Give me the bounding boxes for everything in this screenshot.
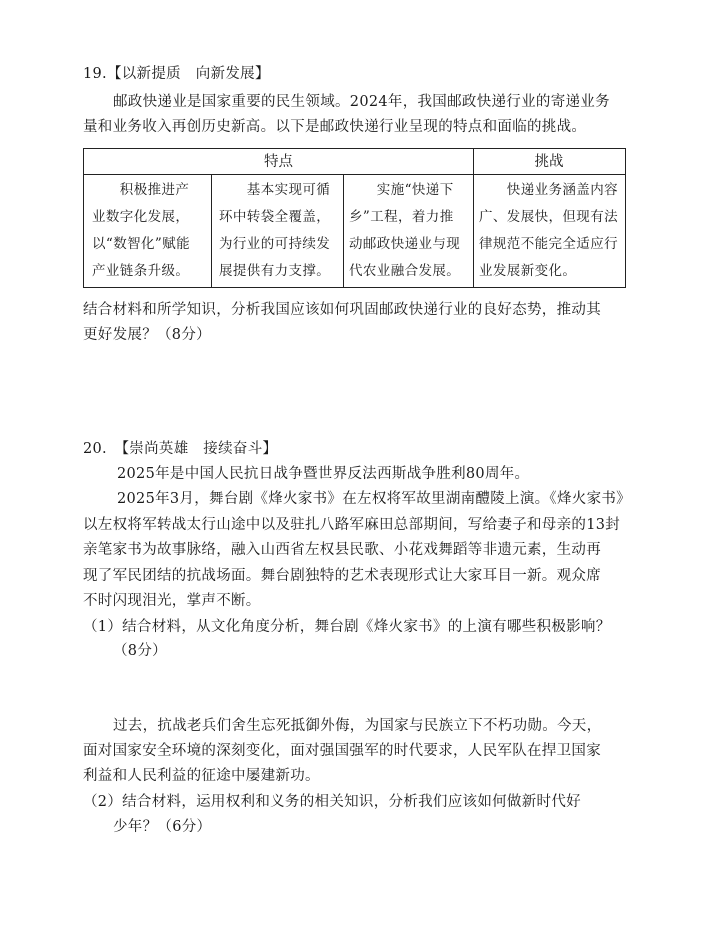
q20-p1: 2025年是中国人民抗日战争暨世界反法西斯战争胜利80周年。	[117, 466, 530, 482]
table-cell-feature-3: 实施“快递下 乡”工程，着力推 动邮政快递业与现 代农业融合发展。	[349, 182, 461, 279]
q20-p2-line1: 2025年3月，舞台剧《烽火家书》在左权将军故里湖南醴陵上演。《烽火家书》	[117, 491, 631, 507]
q20-sub2-line1: （2）结合材料，运用权利和义务的相关知识，分析我们应该如何做新时代好	[83, 794, 581, 810]
q20-p3-line3: 利益和人民利益的征途中屡建新功。	[83, 768, 320, 784]
q20-p2-line2: 以左权将军转战太行山途中以及驻扎八路军麻田总部期间，写给妻子和母亲的13封	[83, 517, 621, 533]
q19-heading: 19.【以新提质 向新发展】	[83, 66, 270, 82]
q20-heading: 20. 【崇尚英雄 接续奋斗】	[83, 441, 278, 457]
table-cell-feature-1: 积极推进产 业数字化发展， 以“数智化”赋能 产业链条升级。	[92, 182, 191, 279]
q20-sub1-line2: （8分）	[113, 643, 167, 659]
q19-intro-line1: 邮政快递业是国家重要的民生领域。2024年，我国邮政快递行业的寄递业务	[113, 94, 610, 110]
q19-question-line2: 更好发展？（8分）	[83, 327, 211, 343]
table-header-challenge: 挑战	[473, 149, 625, 175]
table-cell-feature-2: 基本实现可循 环中转袋全覆盖， 为行业的可持续发 展提供有力支撑。	[219, 182, 331, 279]
q19-intro-line2: 量和业务收入再创历史新高。以下是邮政快递行业呈现的特点和面临的挑战。	[83, 119, 587, 135]
q20-sub1-line1: （1）结合材料，从文化角度分析，舞台剧《烽火家书》的上演有哪些积极影响？	[83, 619, 611, 635]
q20-p2-line5: 不时闪现泪光，掌声不断。	[83, 593, 261, 609]
q20-p2-line4: 现了军民团结的抗战场面。舞台剧独特的艺术表现形式让大家耳目一新。观众席	[83, 568, 601, 584]
features-challenges-table	[83, 148, 626, 288]
table-header-features: 特点	[84, 149, 473, 175]
q20-p3-line1: 过去，抗战老兵们舍生忘死抵御外侮，为国家与民族立下不朽功勋。今天，	[113, 718, 602, 734]
q20-sub2-line2: 少年？（6分）	[113, 819, 212, 835]
q19-question-line1: 结合材料和所学知识，分析我国应该如何巩固邮政快递行业的良好态势，推动其	[83, 302, 601, 318]
table-cell-challenge: 快递业务涵盖内容 广、发展快，但现有法 律规范不能完全适应行 业发展新变化。	[479, 182, 618, 279]
q20-p3-line2: 面对国家安全环境的深刻变化，面对强国强军的时代要求，人民军队在捍卫国家	[83, 743, 601, 759]
q20-p2-line3: 亲笔家书为故事脉络，融入山西省左权县民歌、小花戏舞蹈等非遗元素，生动再	[83, 542, 601, 558]
